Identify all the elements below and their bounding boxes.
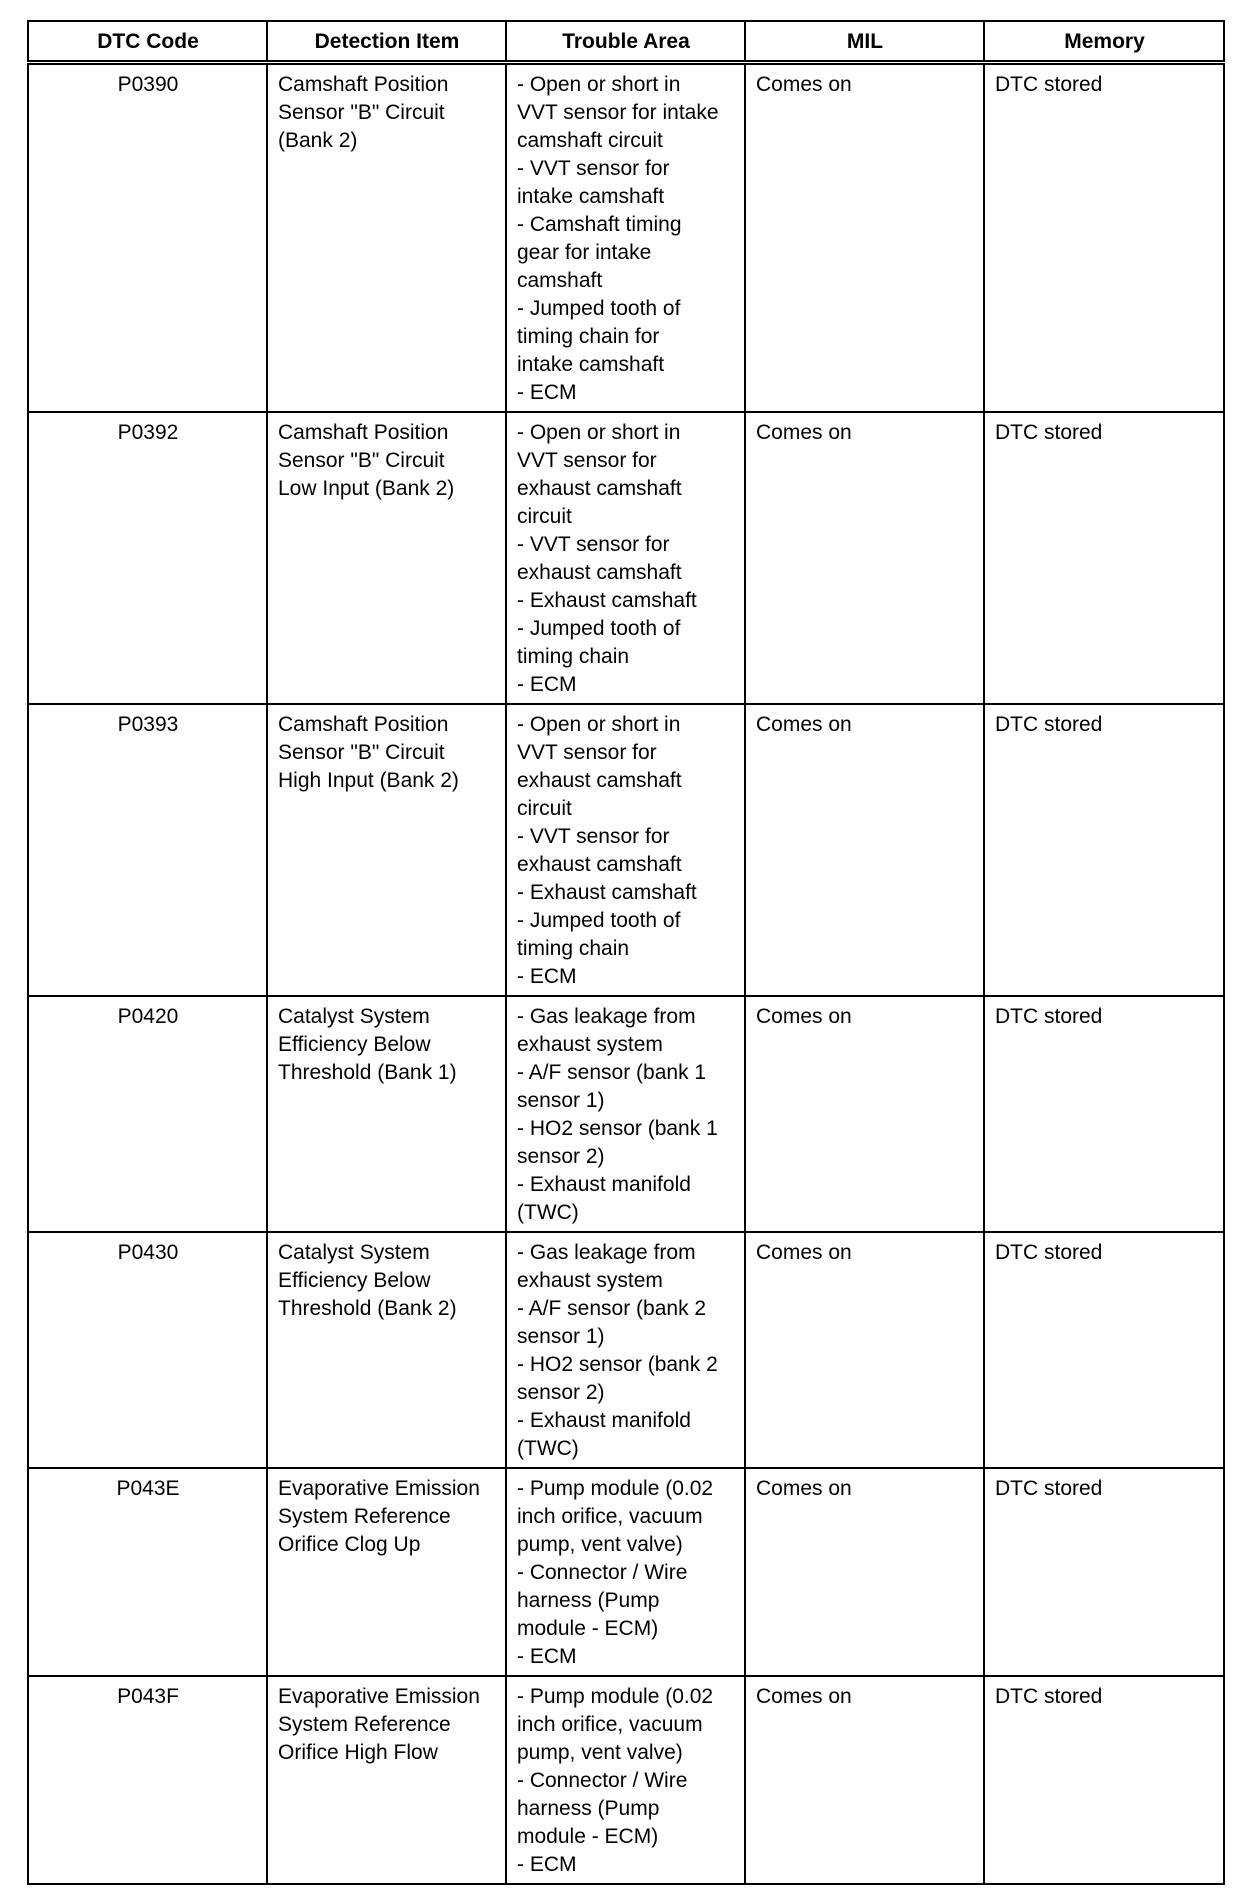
trouble-area-cell: - Pump module (0.02 inch orifice, vacuum pump, vent valve) - Connector / Wire harness (Pump module - ECM) - ECM	[506, 1468, 745, 1676]
dtc-code-cell: P0430	[28, 1232, 267, 1468]
header-memory: Memory	[984, 21, 1224, 63]
detection-item-cell: Catalyst System Efficiency Below Threshold (Bank 1)	[267, 996, 506, 1232]
mil-cell: Comes on	[745, 1232, 984, 1468]
detection-item-cell: Evaporative Emission System Reference Orifice High Flow	[267, 1676, 506, 1884]
table-row	[28, 1232, 1224, 1468]
mil-cell: Comes on	[745, 412, 984, 704]
detection-item-cell: Catalyst System Efficiency Below Threshold (Bank 2)	[267, 1232, 506, 1468]
detection-item-cell: Evaporative Emission System Reference Orifice Clog Up	[267, 1468, 506, 1676]
memory-cell: DTC stored	[984, 412, 1224, 704]
table-row	[28, 63, 1224, 413]
mil-cell: Comes on	[745, 704, 984, 996]
memory-cell: DTC stored	[984, 704, 1224, 996]
table-body	[28, 63, 1224, 1885]
dtc-code-cell: P0393	[28, 704, 267, 996]
dtc-table	[27, 20, 1225, 1885]
header-row	[28, 21, 1224, 63]
trouble-area-cell: - Open or short in VVT sensor for intake camshaft circuit - VVT sensor for intake camshaft - Camshaft timing gear for intake camshaft - Jumped tooth of timing chain for intake camshaft - ECM	[506, 63, 745, 413]
detection-item-cell: Camshaft Position Sensor "B" Circuit High Input (Bank 2)	[267, 704, 506, 996]
memory-cell: DTC stored	[984, 1232, 1224, 1468]
mil-cell: Comes on	[745, 996, 984, 1232]
memory-cell: DTC stored	[984, 63, 1224, 413]
table-row	[28, 412, 1224, 704]
header-detection-item: Detection Item	[267, 21, 506, 63]
mil-cell: Comes on	[745, 1676, 984, 1884]
table-row	[28, 1676, 1224, 1884]
trouble-area-cell: - Open or short in VVT sensor for exhaust camshaft circuit - VVT sensor for exhaust camshaft - Exhaust camshaft - Jumped tooth of timing chain - ECM	[506, 412, 745, 704]
mil-cell: Comes on	[745, 1468, 984, 1676]
header-trouble-area: Trouble Area	[506, 21, 745, 63]
table-row	[28, 996, 1224, 1232]
mil-cell: Comes on	[745, 63, 984, 413]
memory-cell: DTC stored	[984, 996, 1224, 1232]
dtc-code-cell: P0420	[28, 996, 267, 1232]
dtc-code-cell: P043F	[28, 1676, 267, 1884]
table-row	[28, 704, 1224, 996]
detection-item-cell: Camshaft Position Sensor "B" Circuit (Bank 2)	[267, 63, 506, 413]
header-dtc-code: DTC Code	[28, 21, 267, 63]
trouble-area-cell: - Open or short in VVT sensor for exhaust camshaft circuit - VVT sensor for exhaust camshaft - Exhaust camshaft - Jumped tooth of timing chain - ECM	[506, 704, 745, 996]
detection-item-cell: Camshaft Position Sensor "B" Circuit Low Input (Bank 2)	[267, 412, 506, 704]
trouble-area-cell: - Pump module (0.02 inch orifice, vacuum pump, vent valve) - Connector / Wire harness (Pump module - ECM) - ECM	[506, 1676, 745, 1884]
header-mil: MIL	[745, 21, 984, 63]
table-row	[28, 1468, 1224, 1676]
dtc-code-cell: P0392	[28, 412, 267, 704]
dtc-code-cell: P0390	[28, 63, 267, 413]
trouble-area-cell: - Gas leakage from exhaust system - A/F sensor (bank 1 sensor 1) - HO2 sensor (bank 1 sensor 2) - Exhaust manifold (TWC)	[506, 996, 745, 1232]
table-header	[28, 21, 1224, 63]
memory-cell: DTC stored	[984, 1676, 1224, 1884]
dtc-code-cell: P043E	[28, 1468, 267, 1676]
memory-cell: DTC stored	[984, 1468, 1224, 1676]
trouble-area-cell: - Gas leakage from exhaust system - A/F sensor (bank 2 sensor 1) - HO2 sensor (bank 2 sensor 2) - Exhaust manifold (TWC)	[506, 1232, 745, 1468]
